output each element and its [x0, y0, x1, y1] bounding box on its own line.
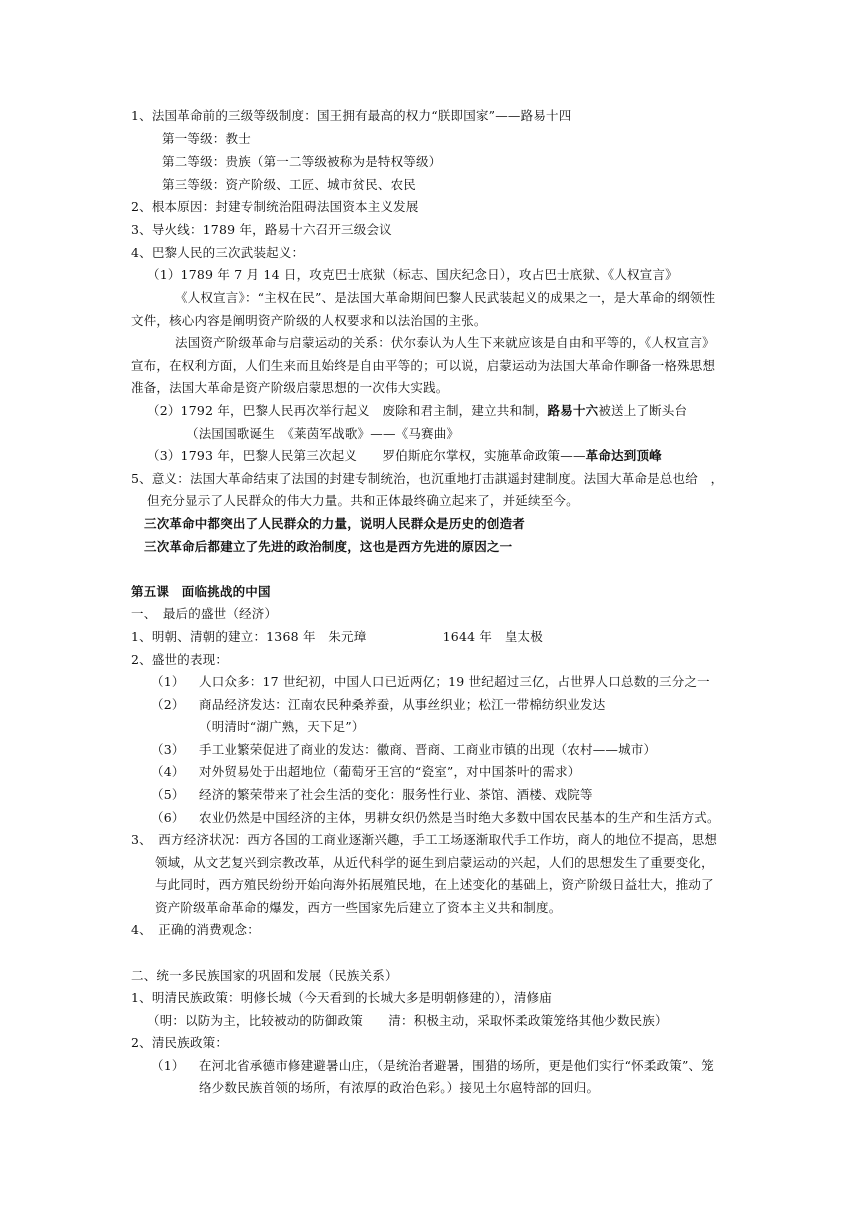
s1-uprising2-post: 被送上了断头台 — [598, 403, 688, 418]
p1-item1: 1、明朝、清朝的建立：1368 年 朱元璋 1644 年 皇太极 — [131, 629, 543, 644]
s1-bold-conclusion-2: 三次革命后都建立了先进的政治制度，这也是西方先进的原因之一 — [144, 539, 513, 554]
p2-sub1 — [151, 1058, 714, 1074]
list-item — [151, 764, 580, 780]
s1-level1: 第一等级：教士 — [162, 131, 251, 146]
p2-item2: 2、清民族政策： — [131, 1035, 229, 1050]
s1-uprising2 — [147, 403, 687, 419]
s1-item5-a: 5、意义：法国大革命结束了法国的封建专制统治，也沉重地打击諆遥封建制度。法国大革命是总也给 ， — [131, 471, 724, 486]
list-item-text: 人口众多：17 世纪初，中国人口已近两亿；19 世纪超过三亿，占世界人口总数的三分之一 — [199, 674, 710, 689]
list-item-number: （6） — [151, 810, 185, 825]
s1-relation-a: 法国资产阶级革命与启蒙运动的关系：伏尔泰认为人生下来就应该是自由和平等的，《人权宣言》 — [175, 335, 715, 350]
s1-item4: 4、巴黎人民的三次武装起义： — [131, 245, 305, 260]
list-item-text: 对外贸易处于出超地位（葡萄牙王宫的“瓷室”，对中国茶叶的需求） — [199, 764, 581, 779]
p2-sub1-text-a: 在河北省承德市修建避暑山庄，（是统治者避暑，围猎的场所，更是他们实行“怀柔政策”、笼 — [199, 1058, 714, 1073]
list-item — [151, 697, 605, 713]
list-item — [151, 719, 365, 735]
s1-uprising2-bold: 路易十六 — [547, 403, 599, 418]
p1-item3-a: 3、 西方经济状况：西方各国的工商业逐渐兴趣，手工工场逐渐取代手工作坊，商人的地位不提高，思想 — [131, 832, 718, 847]
s1-declaration-b: 文件，核心内容是阐明资产阶级的人权要求和以法治国的主张。 — [131, 313, 487, 328]
p2-sub1-text-b: 络少数民族首领的场所，有浓厚的政治色彩。）接见土尔扈特部的回归。 — [199, 1080, 600, 1095]
list-item-text: 商品经济发达：江南农民种桑养蚕，从事丝织业；松江一带棉纺织业发达 — [199, 697, 606, 712]
p2-sub1-number: （1） — [151, 1058, 185, 1073]
p1-item3-b: 领域，从文艺复兴到宗教改革，从近代科学的诞生到启蒙运动的兴起，人们的思想发生了重要变化， — [155, 855, 714, 870]
s1-level3: 第三等级：资产阶级、工匠、城市贫民、农民 — [162, 177, 417, 192]
list-item-text: 手工业繁荣促进了商业的发达：徽商、晋商、工商业市镇的出现（农村——城市） — [199, 742, 657, 757]
s1-item3: 3、导火线：1789 年，路易十六召开三级会议 — [131, 222, 392, 237]
list-item-text: （明清时“湖广熟，天下足”） — [199, 719, 365, 734]
p1-item4: 4、 正确的消费观念： — [131, 922, 260, 937]
p1-item3-d: 资产阶级革命革命的爆发，西方一些国家先后建立了资本主义共和制度。 — [155, 900, 562, 915]
list-item-number: （5） — [151, 787, 185, 802]
s1-item5-b: 但充分显示了人民群众的伟大力量。共和正体最终确立起来了，并延续至今。 — [147, 493, 579, 508]
s1-uprising3 — [147, 448, 662, 464]
s1-uprising1: （1）1789 年 7 月 14 日，攻克巴士底狱（标志、国庆纪念日），攻占巴士底狱、《人权宣言》 — [147, 267, 678, 282]
s1-level2: 第二等级：贵族（第一二等级被称为是特权等级） — [162, 154, 442, 169]
list-item — [151, 742, 656, 758]
s1-declaration-a: 《人权宣言》：“主权在民”、是法国大革命期间巴黎人民武装起义的成果之一，是大革命的纲领性 — [175, 290, 716, 305]
p1-item3-c: 与此同时，西方殖民纷纷开始向海外拓展殖民地，在上述变化的基础上，资产阶级日益壮大，推动了 — [155, 877, 714, 892]
lesson-title: 第五课 面临挑战的中国 — [131, 584, 271, 599]
s1-item2: 2、根本原因：封建专制统治阻碍法国资本主义发展 — [131, 199, 419, 214]
list-item-number: （2） — [151, 697, 185, 712]
s1-relation-b: 宣布，在权利方面，人们生来而且始终是自由平等的；可以说，启蒙运动为法国大革命作聊备一格殊思想 — [131, 358, 716, 373]
s1-anthem: （法国国歌诞生 《莱茵军战歌》——《马赛曲》 — [186, 426, 460, 441]
p1-item2: 2、盛世的表现： — [131, 652, 229, 667]
list-item-number: （3） — [151, 742, 185, 757]
s1-uprising3-bold: 革命达到顶峰 — [585, 448, 662, 463]
list-item-number: （4） — [151, 764, 185, 779]
part2-heading: 二、统一多民族国家的巩固和发展（民族关系） — [131, 968, 398, 983]
s1-bold-conclusion-1: 三次革命中都突出了人民群众的力量，说明人民群众是历史的创造者 — [144, 516, 526, 531]
p2-item1: 1、明清民族政策：明修长城（今天看到的长城大多是明朝修建的），清修庙 — [131, 990, 553, 1005]
list-item — [151, 810, 720, 826]
s1-item1: 1、法国革命前的三级等级制度：国王拥有最高的权力“朕即国家”——路易十四 — [131, 108, 572, 123]
s1-uprising3-pre: （3）1793 年，巴黎人民第三次起义 罗伯斯庇尔掌权，实施革命政策—— — [147, 448, 586, 463]
s1-uprising2-pre: （2）1792 年，巴黎人民再次举行起义 废除和君主制，建立共和制， — [147, 403, 548, 418]
list-item — [151, 787, 593, 803]
list-item-text: 经济的繁荣带来了社会生活的变化：服务性行业、茶馆、酒楼、戏院等 — [199, 787, 593, 802]
list-item-number: （1） — [151, 674, 185, 689]
list-item-text: 农业仍然是中国经济的主体，男耕女织仍然是当时绝大多数中国农民基本的生产和生活方式。 — [199, 810, 720, 825]
p2-item1-note: （明：以防为主，比较被动的防御政策 清：积极主动，采取怀柔政策笼络其他少数民族） — [147, 1013, 668, 1028]
s1-relation-c: 准备，法国大革命是资产阶级启蒙思想的一次伟大实践。 — [131, 380, 449, 395]
list-item — [151, 674, 710, 690]
part1-heading: 一、 最后的盛世（经济） — [131, 606, 278, 621]
